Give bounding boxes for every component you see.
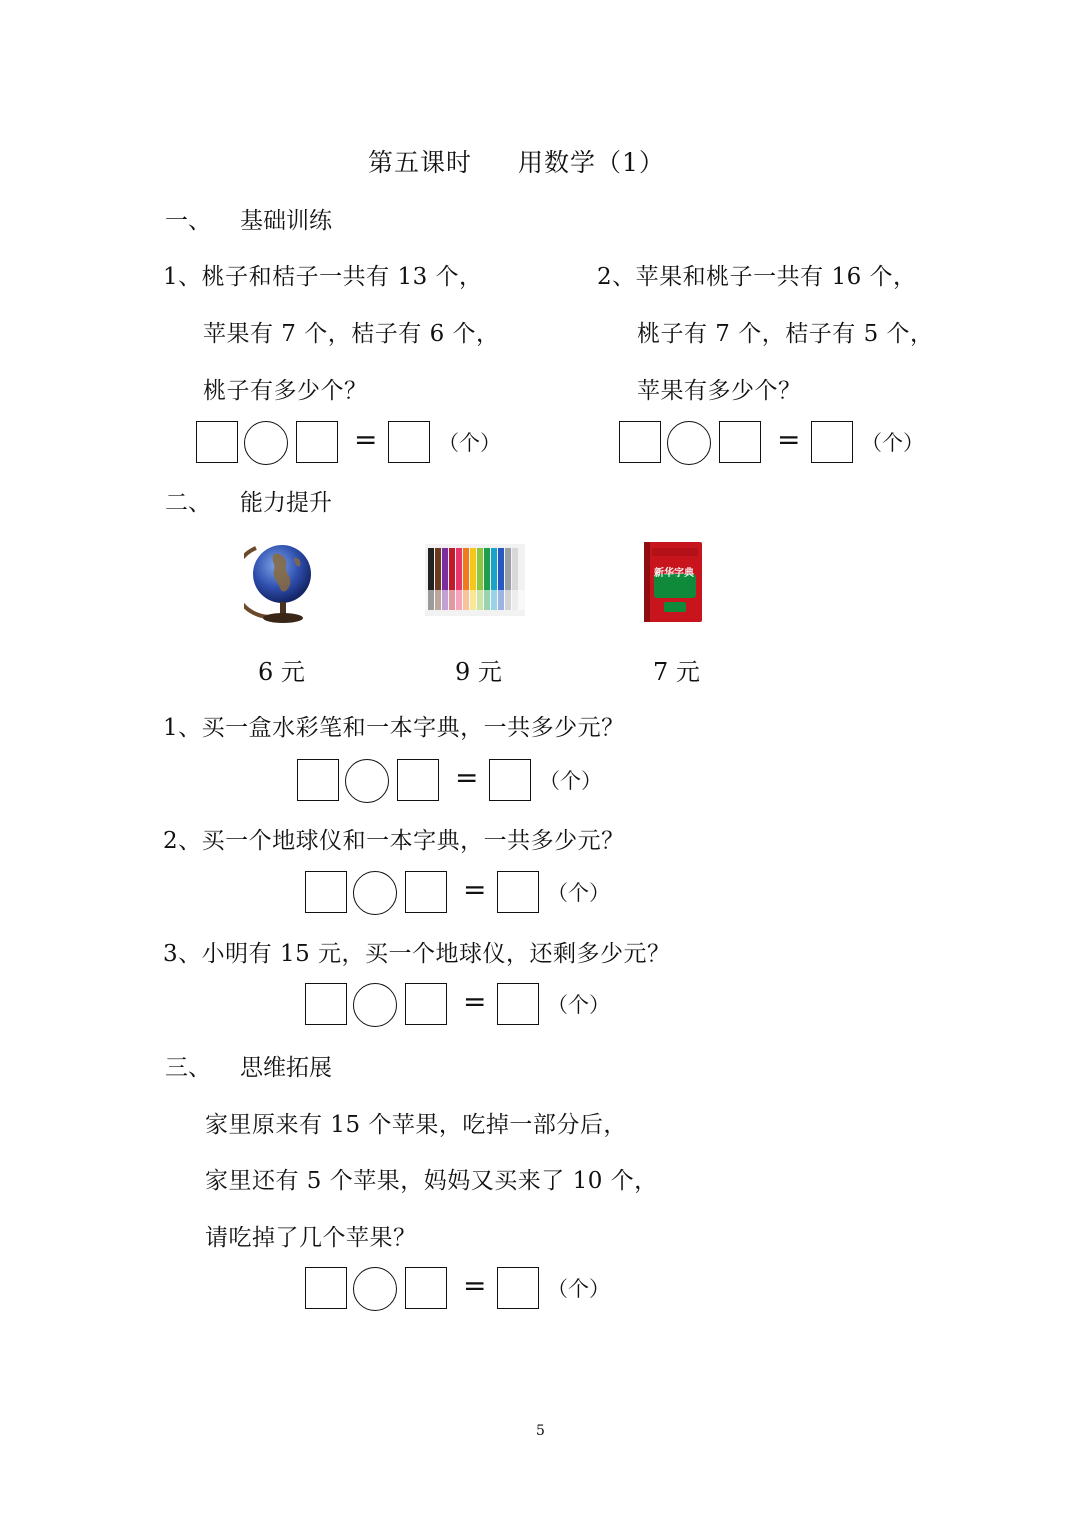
answer-box[interactable] (405, 871, 447, 913)
equals-sign: = (463, 1269, 487, 1302)
section-1-heading: 基础训练 (240, 208, 332, 234)
price-markers: 9 元 (455, 658, 502, 686)
s1-q2-line1: 2、苹果和桃子一共有 16 个， (597, 264, 917, 290)
s1-q1-line1: 1、桃子和桔子一共有 13 个， (163, 264, 483, 290)
section-1-number: 一、 (165, 208, 211, 234)
operator-circle[interactable] (353, 983, 397, 1027)
s1-q1-line2: 苹果有 7 个，桔子有 6 个， (203, 321, 500, 347)
globe-icon (244, 536, 320, 626)
operator-circle[interactable] (345, 759, 389, 803)
unit-label: （个） (438, 431, 501, 455)
markers-icon (425, 544, 525, 616)
s2-q1-text: 1、买一盒水彩笔和一本字典，一共多少元？ (163, 715, 625, 741)
price-globe: 6 元 (258, 658, 305, 686)
equals-sign: = (463, 873, 487, 906)
price-dictionary: 7 元 (653, 658, 700, 686)
s3-line3: 请吃掉了几个苹果？ (205, 1225, 417, 1251)
result-box[interactable] (388, 421, 430, 463)
equals-sign: = (777, 423, 801, 456)
section-2-heading: 能力提升 (240, 490, 332, 516)
lesson-topic: 用数学（1） (518, 148, 665, 177)
answer-box[interactable] (297, 759, 339, 801)
result-box[interactable] (489, 759, 531, 801)
equals-sign: = (455, 761, 479, 794)
result-box[interactable] (497, 871, 539, 913)
operator-circle[interactable] (353, 1267, 397, 1311)
dictionary-icon (642, 540, 704, 624)
result-box[interactable] (811, 421, 853, 463)
s1-q2-line2: 桃子有 7 个，桔子有 5 个， (637, 321, 934, 347)
answer-box[interactable] (305, 871, 347, 913)
section-3-number: 三、 (165, 1055, 211, 1081)
section-3-heading: 思维拓展 (240, 1055, 332, 1081)
answer-box[interactable] (619, 421, 661, 463)
answer-box[interactable] (305, 1267, 347, 1309)
equals-sign: = (354, 423, 378, 456)
answer-box[interactable] (405, 1267, 447, 1309)
operator-circle[interactable] (244, 421, 288, 465)
equals-sign: = (463, 985, 487, 1018)
operator-circle[interactable] (353, 871, 397, 915)
s2-q3-text: 3、小明有 15 元，买一个地球仪，还剩多少元？ (163, 941, 671, 967)
unit-label: （个） (547, 881, 610, 905)
operator-circle[interactable] (667, 421, 711, 465)
section-2-number: 二、 (165, 490, 211, 516)
answer-box[interactable] (719, 421, 761, 463)
unit-label: （个） (861, 431, 924, 455)
page-number: 5 (536, 1423, 545, 1439)
answer-box[interactable] (405, 983, 447, 1025)
s3-line2: 家里还有 5 个苹果，妈妈又买来了 10 个， (205, 1168, 658, 1194)
s1-q1-line3: 桃子有多少个？ (203, 378, 368, 404)
lesson-label: 第五课时 (368, 148, 473, 177)
answer-box[interactable] (196, 421, 238, 463)
answer-box[interactable] (305, 983, 347, 1025)
unit-label: （个） (547, 1277, 610, 1301)
unit-label: （个） (547, 993, 610, 1017)
answer-box[interactable] (296, 421, 338, 463)
answer-box[interactable] (397, 759, 439, 801)
s3-line1: 家里原来有 15 个苹果，吃掉一部分后， (205, 1112, 627, 1138)
s2-q2-text: 2、买一个地球仪和一本字典，一共多少元？ (163, 828, 625, 854)
result-box[interactable] (497, 1267, 539, 1309)
unit-label: （个） (539, 769, 602, 793)
dictionary-title: 新华字典 (654, 568, 694, 579)
s1-q2-line3: 苹果有多少个？ (637, 378, 802, 404)
result-box[interactable] (497, 983, 539, 1025)
